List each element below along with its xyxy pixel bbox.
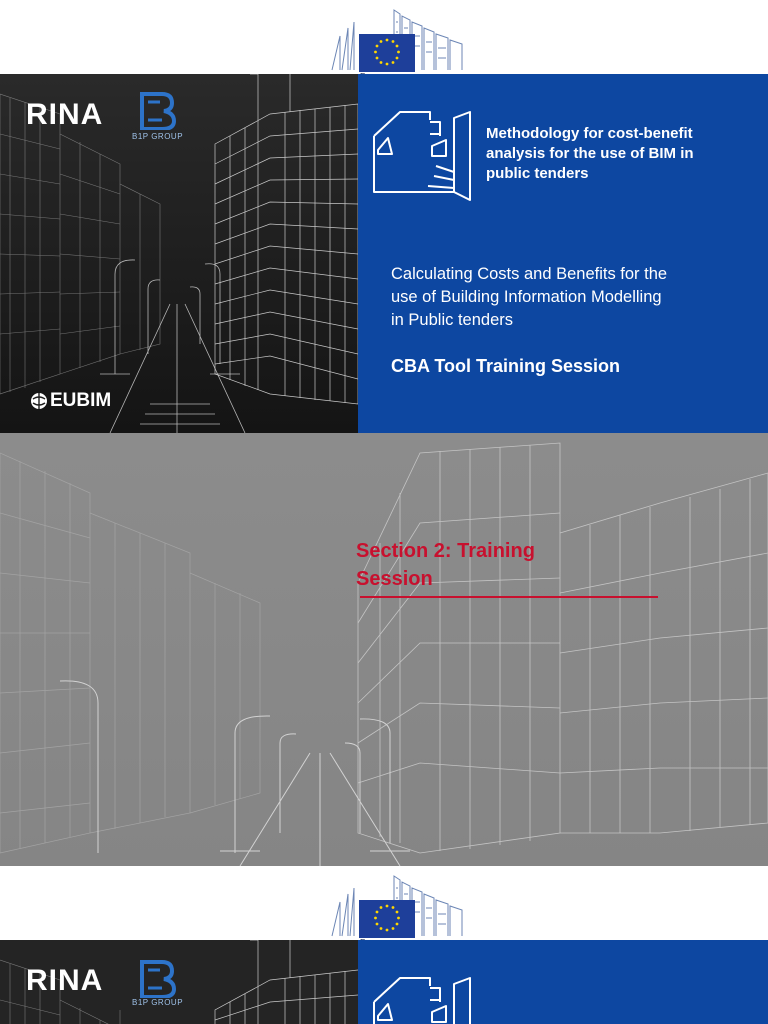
- rina-logo-repeat: RINA: [26, 964, 104, 997]
- section-title-line1: Section 2: Training: [356, 540, 535, 562]
- section-title: [356, 537, 535, 593]
- section-slide: [0, 433, 768, 866]
- berlaymont-icon: [330, 874, 465, 938]
- subtitle-line2: use of Building Information Modelling: [391, 288, 662, 306]
- title-line1: Methodology for cost-benefit: [486, 125, 693, 142]
- bim-building-outline-icon: [370, 110, 478, 204]
- title-panel: [358, 74, 768, 433]
- session-heading: CBA Tool Training Session: [391, 356, 621, 376]
- bim-city-photo-repeat: [0, 940, 358, 1024]
- title-slide-repeat: [0, 940, 768, 1024]
- title-line3: public tenders: [486, 165, 589, 182]
- bim-city-photo: [0, 74, 358, 433]
- berlaymont-icon: [330, 8, 465, 72]
- b1p-logo-text: B1P GROUP: [132, 132, 184, 141]
- b1p-logo-icon: [134, 958, 178, 998]
- b1p-logo-icon: [134, 90, 178, 130]
- eubim-globe-icon: [30, 392, 48, 410]
- slide-title: [486, 124, 694, 184]
- subtitle-line3: in Public tenders: [391, 311, 513, 329]
- slide-subtitle: [391, 263, 667, 332]
- title-line2: analysis for the use of BIM in: [486, 145, 694, 162]
- bim-building-outline-icon: [370, 976, 478, 1024]
- eubim-logo-text: EUBIM: [50, 390, 112, 411]
- subtitle-line1: Calculating Costs and Benefits for the: [391, 265, 668, 283]
- section-title-line2: Session: [356, 568, 433, 590]
- section-title-underline: [360, 596, 658, 598]
- title-panel-repeat: [358, 940, 768, 1024]
- bim-city-background: [0, 433, 768, 866]
- title-slide: [0, 74, 768, 433]
- rina-logo: RINA: [26, 98, 104, 131]
- b1p-logo-text-repeat: B1P GROUP: [132, 998, 184, 1007]
